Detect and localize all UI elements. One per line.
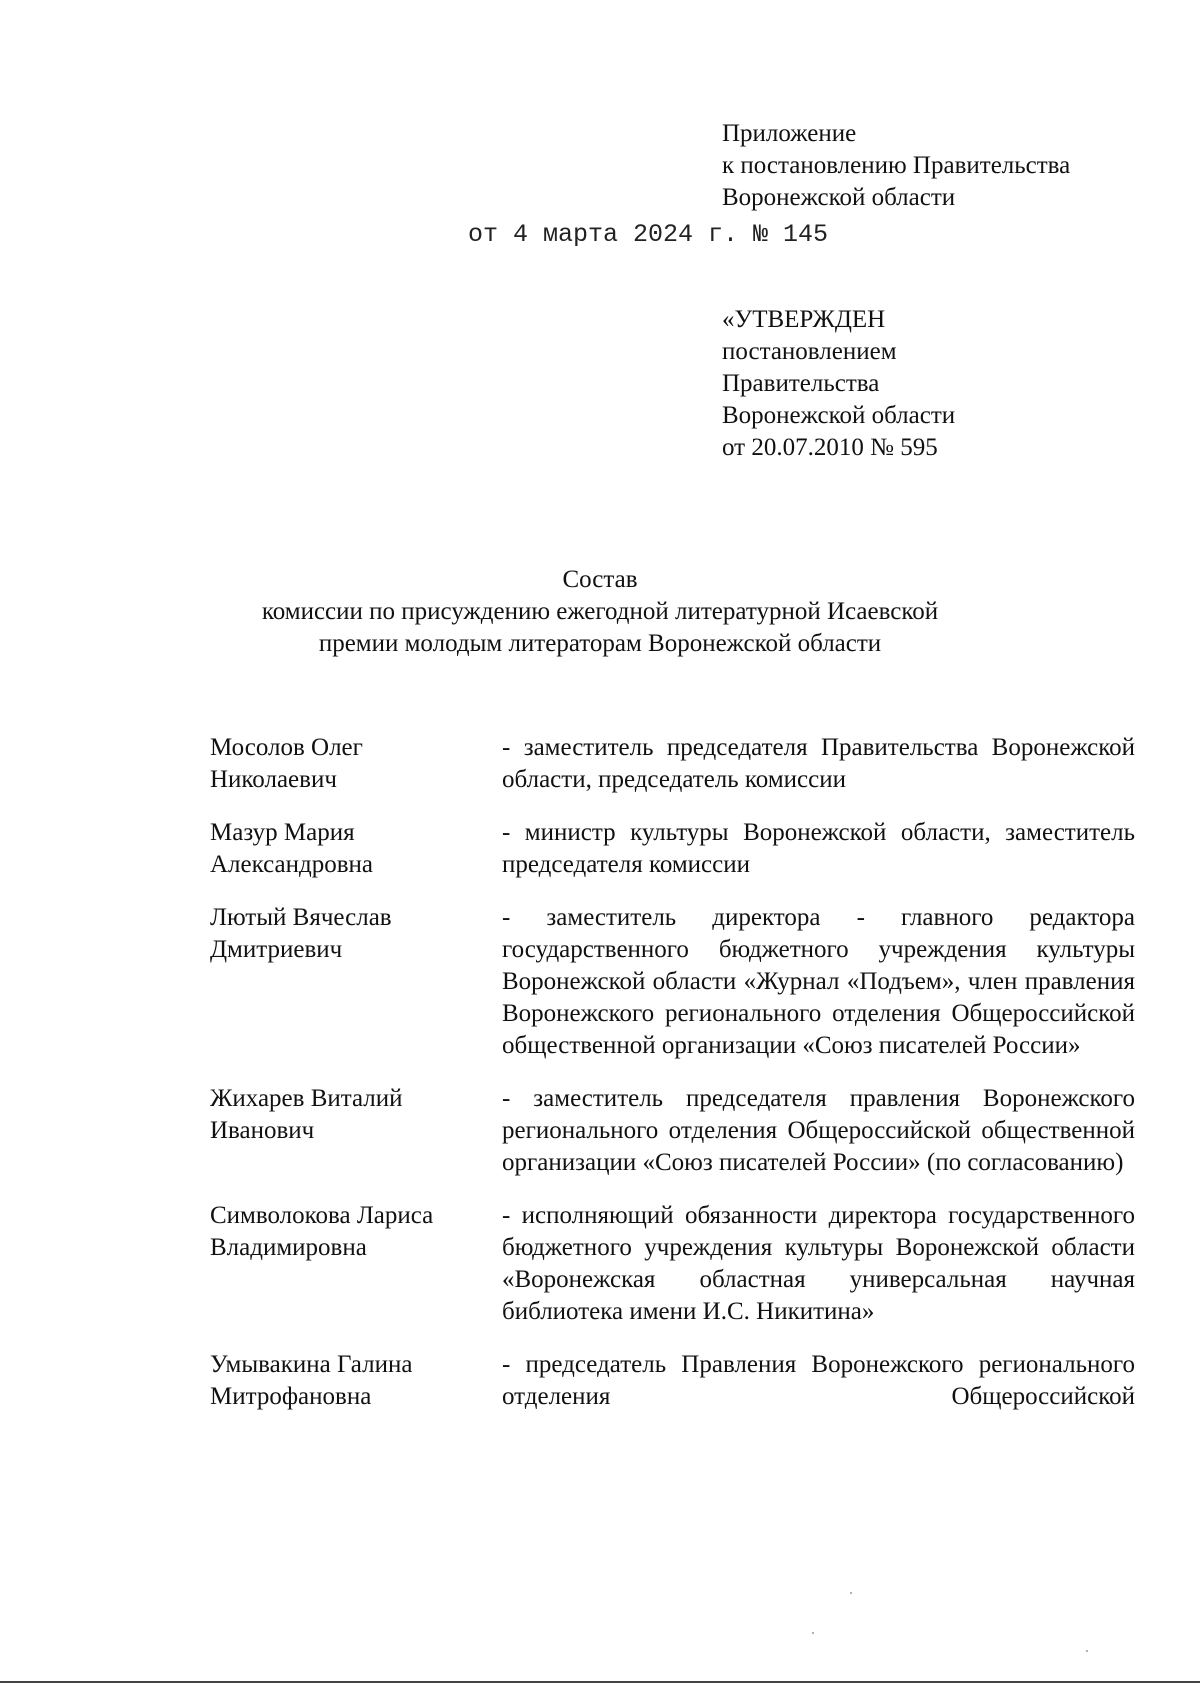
member-role: - заместитель председателя правления Воронежского регионального отделения Общероссийской общественной организации «Союз писателей России» (по согласованию): [502, 1085, 1135, 1176]
member-patronymic: Владимировна: [210, 1234, 367, 1261]
scan-speck: [850, 1592, 852, 1594]
member-surname-first: Мазур Мария: [210, 819, 355, 846]
title-line: комиссии по присуждению ежегодной литературной Исаевской: [261, 598, 939, 625]
member-patronymic: Дмитриевич: [210, 936, 343, 963]
member-role: - председатель Правления Воронежского регионального отделения Общероссийской: [502, 1351, 1135, 1410]
scan-speck: [812, 1632, 814, 1634]
appendix-line: к постановлению Правительства: [722, 152, 1071, 179]
member-name: [210, 732, 502, 796]
member-row: [210, 1349, 1135, 1413]
member-row: [210, 732, 1135, 796]
scan-speck: [1086, 1650, 1088, 1652]
commission-members-list: [210, 732, 1135, 1434]
member-name: [210, 1083, 502, 1179]
approved-line: от 20.07.2010 № 595: [722, 434, 938, 461]
member-name: [210, 902, 502, 1062]
appendix-line: Приложение: [722, 120, 857, 147]
member-patronymic: Митрофановна: [210, 1383, 372, 1410]
approved-line: «УТВЕРЖДЕН: [722, 306, 886, 333]
member-patronymic: Иванович: [210, 1117, 315, 1144]
member-name: [210, 817, 502, 881]
approved-line: Воронежской области: [722, 402, 956, 429]
approved-stamp-block: [722, 304, 955, 464]
member-patronymic: Александровна: [210, 851, 374, 878]
approved-line: Правительства: [722, 370, 880, 397]
member-name: [210, 1349, 502, 1413]
member-role: - заместитель председателя Правительства Воронежской области, председатель комиссии: [502, 734, 1135, 793]
member-row: [210, 1083, 1135, 1179]
title-line: Состав: [562, 566, 638, 593]
document-reference: от 4 марта 2024 г. № 145: [468, 220, 829, 249]
appendix-header: [722, 118, 1070, 214]
member-row: [210, 902, 1135, 1062]
member-role: - исполняющий обязанности директора государственного бюджетного учреждения культуры Воронежской области «Воронежская областная универсальная научная библиотека имени И.С. Никитина»: [502, 1202, 1135, 1325]
approved-line: постановлением: [722, 338, 897, 365]
member-row: [210, 817, 1135, 881]
member-patronymic: Николаевич: [210, 766, 337, 793]
member-surname-first: Умывакина Галина: [210, 1351, 413, 1378]
scan-bottom-edge-line: [0, 1681, 1200, 1683]
member-role: - заместитель директора - главного редактора государственного бюджетного учреждения культуры Воронежской области «Журнал «Подъем», член правления Воронежского регионального отделения Общероссийской общественной организации «Союз писателей России»: [502, 904, 1135, 1059]
appendix-line: Воронежской области: [722, 184, 956, 211]
member-surname-first: Жихарев Виталий: [210, 1085, 403, 1112]
member-surname-first: Символокова Лариса: [210, 1202, 434, 1229]
member-role: - министр культуры Воронежской области, заместитель председателя комиссии: [502, 819, 1135, 878]
member-surname-first: Мосолов Олег: [210, 734, 363, 761]
member-row: [210, 1200, 1135, 1328]
title-line: премии молодым литераторам Воронежской области: [318, 630, 882, 657]
member-name: [210, 1200, 502, 1328]
member-surname-first: Лютый Вячеслав: [210, 904, 392, 931]
document-title: [0, 564, 1200, 660]
